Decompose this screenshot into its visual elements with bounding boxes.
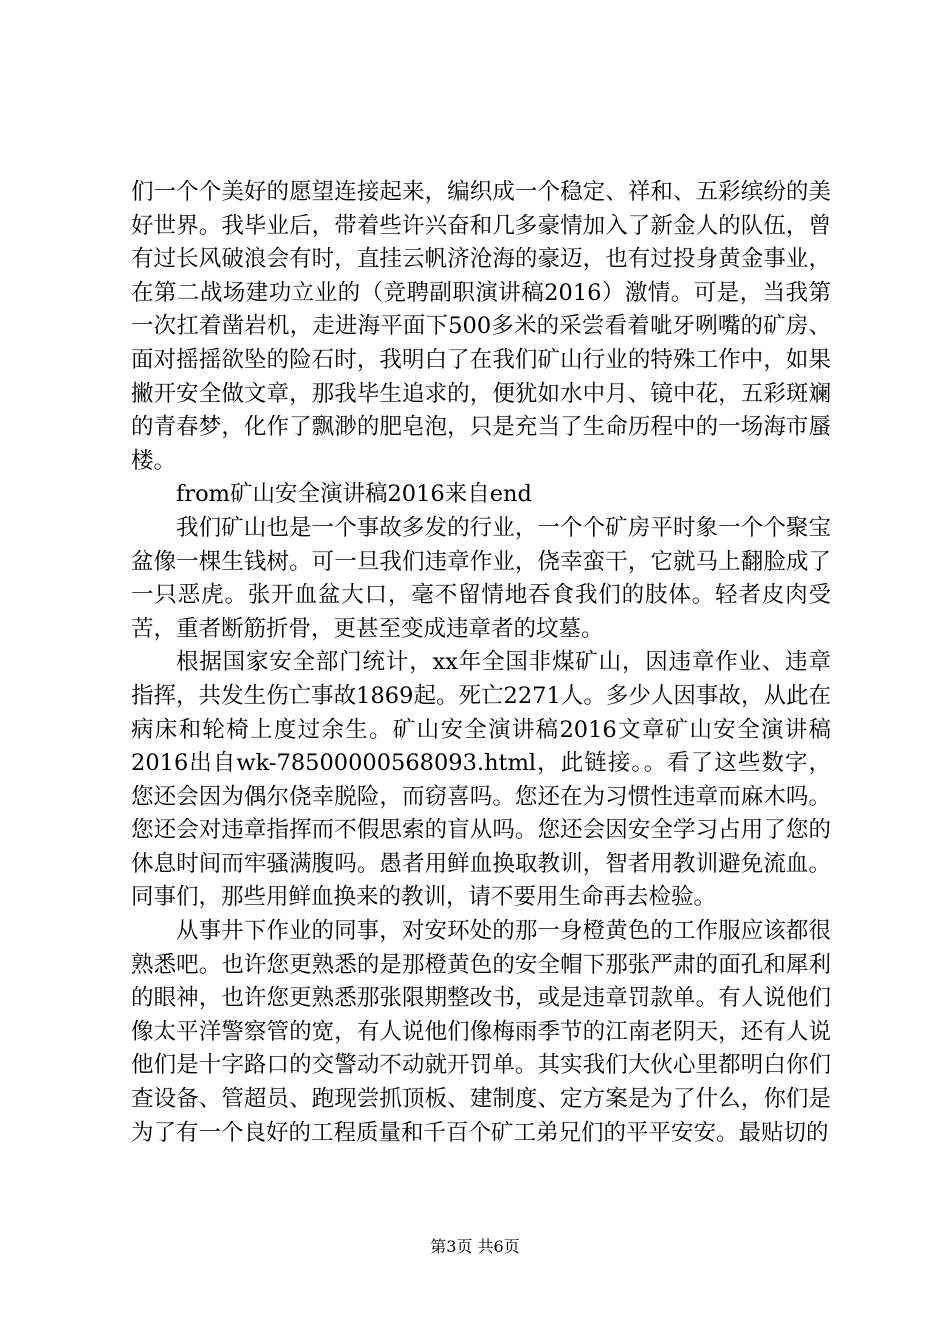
page-footer (0, 1237, 950, 1257)
paragraph-5: 从事井下作业的同事，对安环处的那一身橙黄色的工作服应该都很熟悉吧。也许您更熟悉的是那橙黄色的安全帽下那张严肃的面孔和犀利的眼神，也许您更熟悉那张限期整改书，或是违章罚款单。有人说他们像太平洋警察管的宽，有人说他们像梅雨季节的江南老阴天，还有人说他们是十字路口的交警动不动就开罚单。其实我们大伙心里都明白你们查设备、管超员、跑现尝抓顶板、建制度、定方案是为了什么，你们是为了有一个良好的工程质量和千百个矿工弟兄们的平平安安。最贴切的 (131, 918, 831, 1146)
document-body (131, 176, 831, 1150)
paragraph-2: from矿山安全演讲稿2016来自end (176, 481, 532, 508)
paragraph-4: 根据国家安全部门统计，xx年全国非煤矿山，因违章作业、违章指挥，共发生伤亡事故1869起。死亡2271人。多少人因事故，从此在病床和轮椅上度过余生。矿山安全演讲稿2016文章矿山安全演讲稿2016出自wk-78500000568093.html，此链接。。看了这些数字，您还会因为偶尔侥幸脱险，而窃喜吗。您还在为习惯性违章而麻木吗。您还会对违章指挥而不假思索的盲从吗。您还会因安全学习占用了您的休息时间而牢骚满腹吗。愚者用鲜血换取教训，智者用教训避免流血。同事们，那些用鲜血换来的教训，请不要用生命再去检验。 (131, 649, 831, 911)
page-number-label: 第3页 共6页 (430, 1237, 520, 1256)
paragraph-1: 们一个个美好的愿望连接起来，编织成一个稳定、祥和、五彩缤纷的美好世界。我毕业后，带着些许兴奋和几多豪情加入了新金人的队伍，曾有过长风破浪会有时，直挂云帆济沧海的豪迈，也有过投身黄金事业，在第二战场建功立业的（竞聘副职演讲稿2016）激情。可是，当我第一次扛着凿岩机，走进海平面下500多米的采尝看着呲牙咧嘴的矿房、面对摇摇欲坠的险石时，我明白了在我们矿山行业的特殊工作中，如果撇开安全做文章，那我毕生追求的，便犹如水中月、镜中花，五彩斑斓的青春梦，化作了飘渺的肥皂泡，只是充当了生命历程中的一场海市蜃楼。 (131, 179, 831, 474)
paragraph-3: 我们矿山也是一个事故多发的行业，一个个矿房平时象一个个聚宝盆像一棵生钱树。可一旦我们违章作业，侥幸蛮干，它就马上翻脸成了一只恶虎。张开血盆大口，毫不留情地吞食我们的肢体。轻者皮肉受苦，重者断筋折骨，更甚至变成违章者的坟墓。 (131, 514, 831, 642)
